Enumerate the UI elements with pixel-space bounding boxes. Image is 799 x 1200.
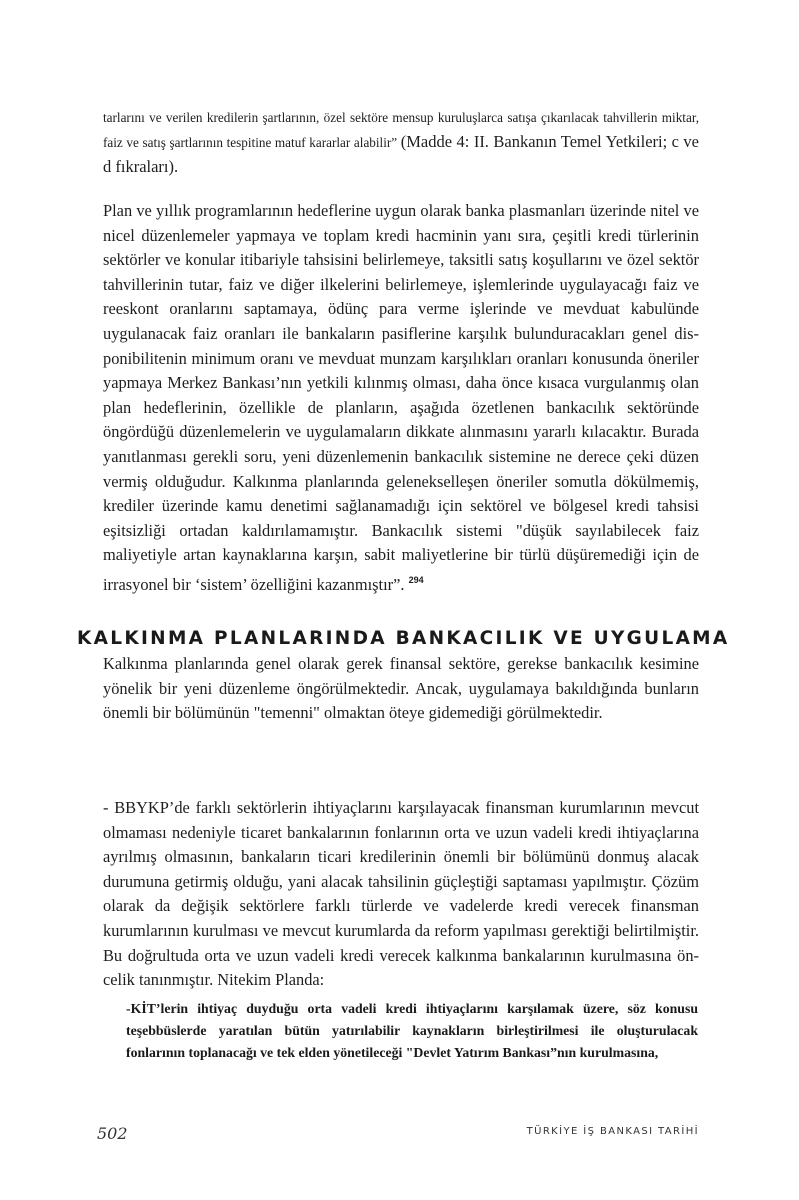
page-number: 502 <box>97 1124 128 1143</box>
section-heading: KALKINMA PLANLARINDA BANKACILIK VE UYGULAMA <box>77 628 730 649</box>
intro-quote-continuation <box>103 106 699 180</box>
block-quote-plan: -KİT’lerin ihtiyaç duyduğu orta vadeli kredi ihtiyaçlarını karşılamak üzere, söz konusu teşebbüslerde yaratılan bütün yatırılabilir kaynakların birleştirilmesi ile oluşturulacak fonlarının toplanacağı ve tek elden yönetileceği "Devlet Yatırım Bankası”nın kurulmasına, <box>126 1001 698 1060</box>
footnote-reference: 294 <box>408 574 424 585</box>
running-footer-title: TÜRKİYE İŞ BANKASI TARİHİ <box>526 1126 699 1137</box>
paragraph-bbykp: - BBYKP’de farklı sektörlerin ihtiyaçlarını karşılayacak finansman kurumlarının mevcut olmaması nedeniyle ticaret bankalarının fonlarının orta ve uzun vadeli kredi ihtiyaçlarına ayrılmış olmasının, bankaların ticari kredilerinin önemli bir bölümünü donmuş alacak durumuna getirmiş olduğu, yani alacak tahsilinin güçleştiği saptaması yapılmıştır. Çözüm olarak da değişik sektörlere farklı türlerde ve vadelerde kredi verecek finansman kurumlarının kurulması ve mevcut kurumlarda da reform yapılması gerektiği belirtilmiştir. Bu doğrultuda orta ve uzun vadeli kredi verecek kalkınma bankalarının kurulmasına öncelik tanınmıştır. Nitekim Planda: <box>103 798 699 990</box>
paragraph-development-plans: Kalkınma planlarında genel olarak gerek finansal sektöre, gerekse bankacılık kesimine yönelik bir yeni düzenleme öngörülmektedir. Ancak, uygulamaya bakıldığında bunların önemli bir bölümünün "temenni" olmaktan öteye gidemediği görülmektedir. <box>103 654 699 723</box>
paragraph-central-bank-authority <box>103 199 699 598</box>
intro-quoted-text: tarlarını ve verilen kredilerin şartlarının, özel sektöre mensup kuruluşlarca satışa çıkarılacak tahvillerin miktar, faiz ve satış şartlarının tespitine matuf kararlar alabilir” <box>103 110 699 150</box>
intro-citation: (Madde 4: II. Bankanın Temel Yetkileri; c ve d fıkraları). <box>103 132 699 176</box>
paragraph-text: Plan ve yıllık programlarının hedeflerine uygun olarak banka plasmanları üzerinde nitel ve nicel düzenlemeler yapmaya ve toplam kredi hacminin yanı sıra, çeşitli kredi türlerinin sektörler ve konular itibariyle tahsisini belirlemeye, taksitli satış koşullarını ve özel sektör tahvillerinin tutar, faiz ve diğer ilkelerini belirlemeye, işlemlerinde uygulayacağı faiz ve reeskont oranlarını saptamaya, ödünç para verme işlerinde ve mevduat kabulünde uygulanacak faiz oranları ile bankaların pasiflerine karşılık bulunduracakları genel disponibilitenin minimum oranı ve mevduat munzam karşılıkları oranları konusunda öneriler yapmaya Merkez Bankası’nın yetkili kılınmış olması, daha önce kısaca vurgulanmış olan plan hedeflerinin, özellikle de planların, aşağıda özetlenen bankacılık sektöründe öngördüğü düzenlemelerin ve uygulamaların dikkate alınmasını yararlı kılacaktır. Burada yanıtlanması gerekli soru, yeni düzenlemenin bankacılık sistemine ne derece çeki düzen vermiş olduğudur. Kalkınma planlarında gelenekselleşen öneriler somutla dökülmemiş, krediler üzerinde kamu denetimi sağlanamadığı için sektörel ve bölgesel kredi tahsisi eşitsizliği ortadan kaldırılamamıştır. Bankacılık sistemi "düşük sayılabilecek faiz maliyetiyle artan kaynaklarına karşın, sabit maliyetlerine bir türlü düşüremediği için de irrasyonel bir ‘sistem’ özelliğini kazanmıştır”. <box>103 201 699 594</box>
